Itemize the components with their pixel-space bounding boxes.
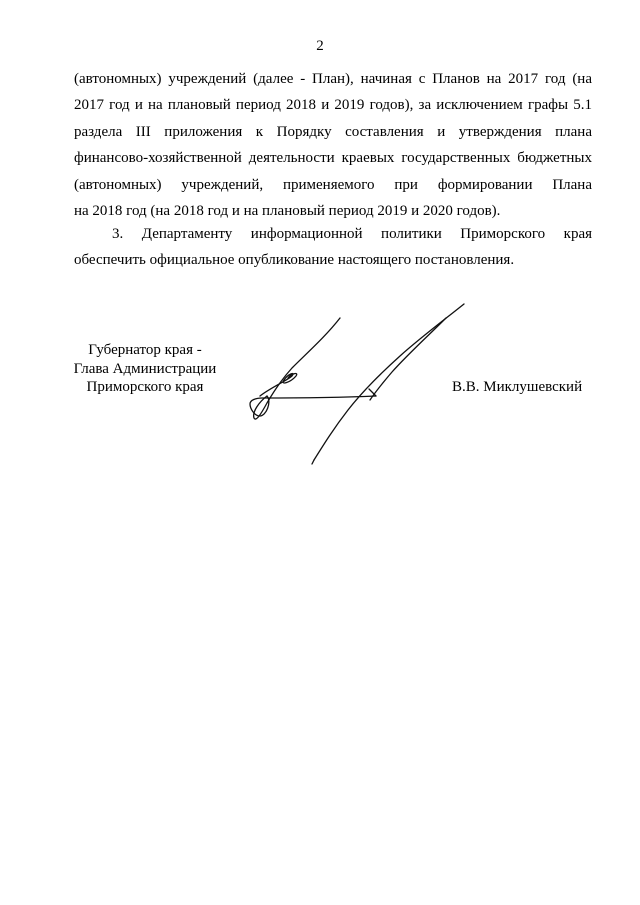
handwritten-signature: [230, 292, 480, 468]
signatory-position-line: Глава Администрации: [73, 360, 217, 377]
signatory-name: В.В. Миклушевский: [452, 379, 583, 395]
text-line: раздела III приложения к Порядку составления и утверждения плана: [74, 123, 592, 140]
signatory-position-line: Губернатор края -: [88, 342, 202, 358]
paragraph-continuation: [74, 66, 592, 224]
signatory-position: [50, 341, 240, 397]
text-line: 3. Департаменту информационной политики Приморского края: [112, 226, 592, 242]
text-line: на 2018 год (на 2018 год и на плановый период 2019 и 2020 годов).: [74, 202, 501, 219]
text-line: обеспечить официальное опубликование настоящего постановления.: [74, 252, 515, 269]
paragraph-item-3: [74, 221, 592, 274]
text-line: (автономных) учреждений, применяемого при формировании Плана: [74, 176, 592, 193]
signatory-position-line: Приморского края: [86, 379, 204, 395]
text-line: финансово-хозяйственной деятельности краевых государственных бюджетных: [74, 150, 592, 167]
text-line: 2017 год и на плановый период 2018 и 2019 годов), за исключением графы 5.1: [74, 97, 592, 114]
page-number: 2: [316, 38, 324, 54]
text-line: (автономных) учреждений (далее - План), начиная с Планов на 2017 год (на: [74, 71, 592, 87]
